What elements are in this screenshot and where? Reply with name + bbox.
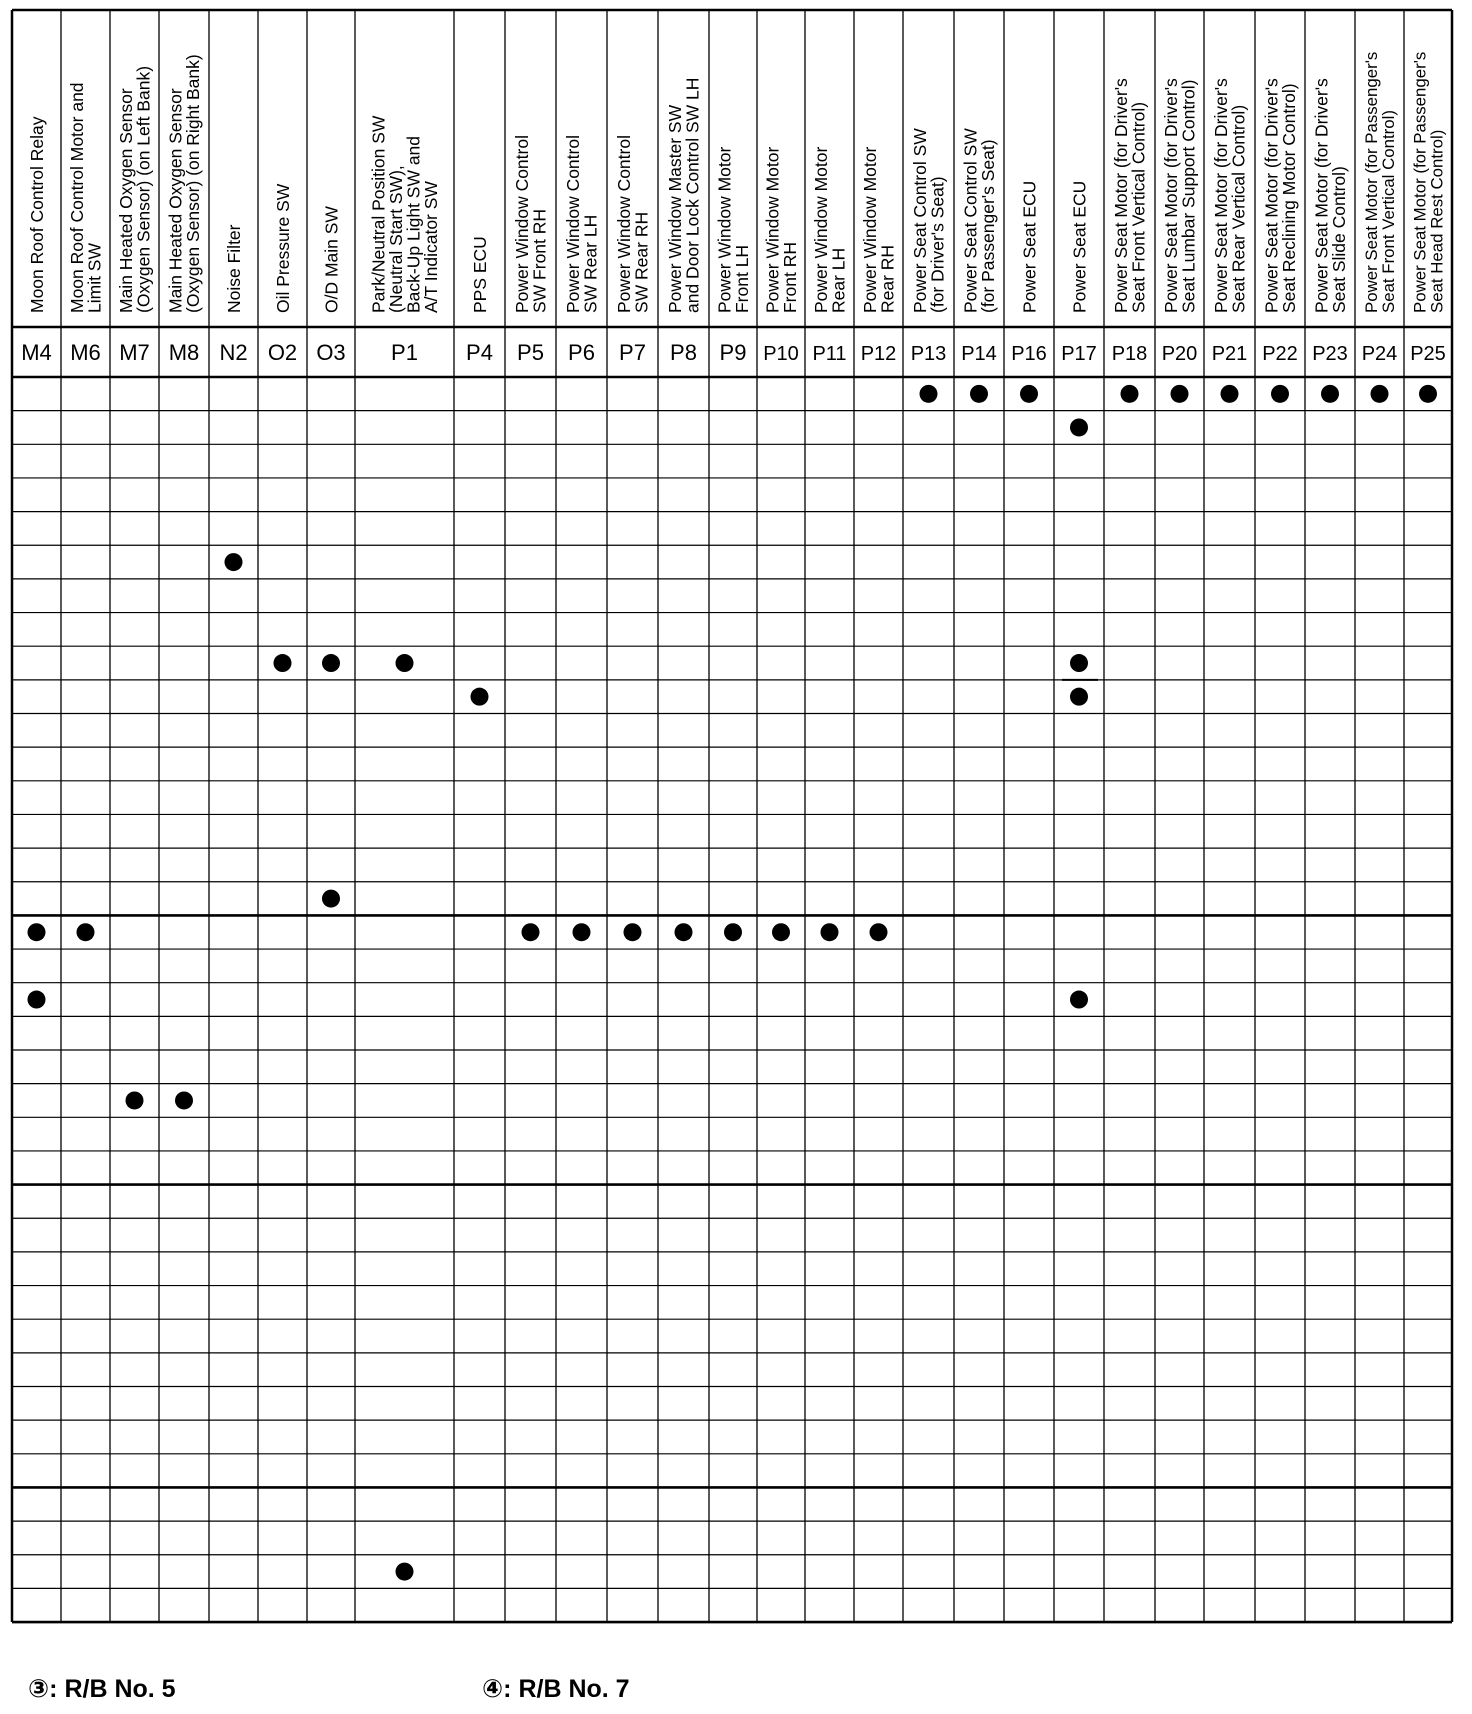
connection-dot (1321, 385, 1339, 403)
column-header-label: (Neutral Start SW), (386, 165, 407, 313)
connection-dot (28, 923, 46, 941)
connection-dot (1221, 385, 1239, 403)
column-header-label: Power Window Control (614, 135, 635, 313)
connector-code: P11 (812, 343, 847, 365)
column-header-label: SW Rear LH (580, 214, 601, 313)
column-header-label: Park/Neutral Position SW (368, 115, 389, 313)
column-header-label: Moon Roof Control Relay (26, 116, 47, 313)
connector-code: M8 (168, 340, 200, 365)
column-header-label: Power Seat Motor (for Driver's (1261, 78, 1282, 313)
connection-dot (1070, 991, 1088, 1009)
connection-dot (1371, 385, 1389, 403)
column-header-label: Power Seat Motor (for Passenger's (1362, 51, 1382, 313)
column-header-label: Power Seat Control SW (910, 128, 931, 313)
connection-dot (1020, 385, 1038, 403)
connector-code: P20 (1161, 343, 1198, 365)
connector-code: P22 (1262, 343, 1298, 365)
connector-code: P17 (1061, 343, 1097, 365)
connector-code: P16 (1011, 343, 1047, 365)
footnote-rb7: ④: R/B No. 7 (482, 1675, 630, 1703)
connector-code: P14 (961, 343, 997, 365)
column-header-label: SW Front RH (529, 208, 550, 313)
connection-dot (1070, 654, 1088, 672)
connection-dot (1070, 688, 1088, 706)
connector-code: P5 (517, 340, 544, 365)
column-header-label: Power Seat Motor (for Driver's (1311, 78, 1332, 313)
column-header-label: Front RH (780, 242, 801, 313)
column-header-label: Limit SW (84, 243, 105, 313)
column-header-label: Seat Rear Vertical Control) (1228, 104, 1249, 313)
column-header-label: O/D Main SW (321, 206, 342, 313)
column-header-label: PPS ECU (469, 236, 490, 313)
connection-dot (675, 923, 693, 941)
column-header-label: Noise Filter (223, 224, 244, 313)
column-header-label: Seat Front Vertical Control) (1378, 110, 1398, 313)
column-header-label: Power Window Control (563, 135, 584, 313)
column-header-label: Power Seat Motor (for Passenger's (1410, 51, 1430, 313)
column-header-label: Main Heated Oxygen Sensor (165, 88, 186, 313)
column-header-label: Moon Roof Control Motor and (67, 82, 88, 313)
connection-dot (126, 1091, 144, 1109)
connection-dot (471, 688, 489, 706)
column-header-label: (Oxygen Sensor) (on Right Bank) (183, 54, 204, 314)
column-header-label: Front LH (732, 244, 753, 313)
column-header-label: Power Seat Motor (for Driver's (1211, 78, 1232, 313)
connection-dot (274, 654, 292, 672)
connection-dot (870, 923, 888, 941)
column-header-label: Power Seat Control SW (960, 128, 981, 313)
connection-dot (1171, 385, 1189, 403)
connector-code: N2 (219, 340, 248, 365)
connection-dot (724, 923, 742, 941)
connection-dot (1271, 385, 1289, 403)
connection-dot (772, 923, 790, 941)
connector-code: P12 (860, 343, 897, 365)
column-header-label: Power Window Motor (762, 146, 783, 313)
connector-code: P21 (1211, 343, 1248, 365)
column-header-label: Seat Head Rest Control) (1427, 129, 1447, 313)
connection-dot (396, 654, 414, 672)
column-header-label: A/T Indicator SW (421, 181, 442, 313)
footnote-rb5: ③: R/B No. 5 (28, 1675, 176, 1703)
connector-code: O2 (267, 340, 298, 365)
column-header-label: Seat Reclining Motor Control) (1279, 83, 1300, 313)
connector-code: M4 (21, 340, 52, 365)
connection-dot (920, 385, 938, 403)
connector-code: P8 (670, 340, 697, 365)
connector-codes (21, 340, 1446, 365)
column-header-label: Seat Front Vertical Control) (1128, 101, 1149, 313)
connector-code: P4 (466, 340, 493, 365)
column-header-label: and Door Lock Control SW LH (682, 77, 703, 313)
column-header-label: Power Window Master SW (665, 104, 686, 313)
column-header-label: SW Rear RH (631, 211, 652, 313)
connection-dot (396, 1563, 414, 1581)
column-header-label: Power Window Motor (811, 146, 832, 313)
column-header-label: Power Seat ECU (1069, 180, 1090, 313)
connector-code: P1 (391, 340, 418, 365)
column-header-label: Power Seat Motor (for Driver's (1111, 78, 1132, 313)
column-header-label: Back-Up Light SW and (403, 135, 424, 313)
connection-dot (322, 654, 340, 672)
connector-code: P10 (763, 343, 799, 365)
connection-dot (522, 923, 540, 941)
connection-dot (225, 553, 243, 571)
connector-code: M6 (70, 340, 101, 365)
connection-dot (821, 923, 839, 941)
connection-dot (322, 890, 340, 908)
connection-dot (624, 923, 642, 941)
connector-code: P7 (619, 340, 646, 365)
column-header-label: Main Heated Oxygen Sensor (116, 88, 137, 313)
column-headers (27, 52, 1447, 313)
connector-code: P24 (1361, 343, 1398, 365)
column-header-label: Power Seat ECU (1019, 180, 1040, 313)
connection-dot (573, 923, 591, 941)
column-header-label: Power Window Motor (714, 146, 735, 313)
connector-code: P6 (568, 340, 595, 365)
column-header-label: Oil Pressure SW (272, 183, 293, 313)
column-header-label: Seat Lumbar Support Control) (1178, 79, 1199, 313)
column-header-label: Power Window Control (512, 135, 533, 313)
column-header-label: Power Window Motor (860, 146, 881, 313)
connector-code: P25 (1410, 343, 1446, 365)
connection-dot (1121, 385, 1139, 403)
connector-code: P9 (719, 340, 747, 365)
connection-dot (77, 923, 95, 941)
connection-dot (970, 385, 988, 403)
column-header-label: Rear RH (877, 244, 898, 313)
connection-dot (175, 1091, 193, 1109)
column-header-label: (Oxygen Sensor) (on Left Bank) (133, 65, 154, 313)
connector-code: P18 (1111, 343, 1148, 365)
connector-code: P23 (1312, 343, 1348, 365)
column-header-label: (for Driver's Seat) (927, 176, 948, 313)
column-header-label: (for Passenger's Seat) (978, 139, 999, 313)
connector-code: O3 (316, 340, 346, 365)
connection-dot (1070, 418, 1088, 436)
connection-dot (28, 991, 46, 1009)
connector-code: P13 (910, 343, 947, 365)
connector-code: M7 (119, 340, 150, 365)
connection-dot (1419, 385, 1437, 403)
column-header-label: Power Seat Motor (for Driver's (1161, 78, 1182, 313)
column-header-label: Rear LH (828, 247, 849, 313)
column-header-label: Seat Slide Control) (1329, 166, 1350, 313)
